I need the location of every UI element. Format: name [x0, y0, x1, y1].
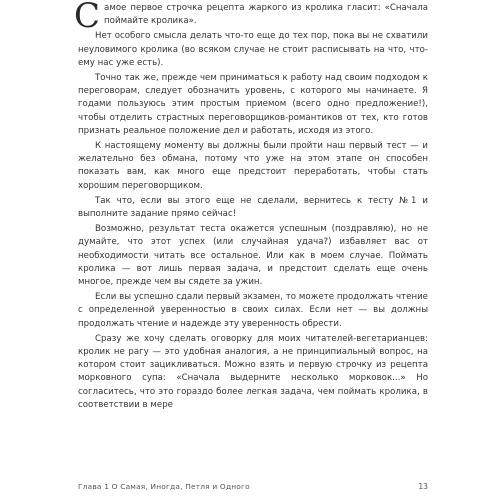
paragraph-6: Возможно, результат теста окажется успешным (поздравляю), но не думайте, что этот успех (или случайная удача?) избавляет вас от необходимости читать все остальное. Или как в моем случае. Поймать кролика — вот лишь первая задача, и предстоит сделать еще очень многое, прежде чем вы сядете за ужин.: [78, 224, 428, 288]
paragraph-7: Если вы успешно сдали первый экзамен, то можете продолжать чтение с определенной уверенностью в своих силах. Если нет — вы должны продолжать чтение и надежде эту уверенность обрести.: [78, 292, 428, 329]
paragraph-2: Нет особого смысла делать что-то еще до тех пор, пока вы не схватили неуловимого кролика (во всяком случае не стоит расписывать на что, что-ему нас уже есть).: [78, 31, 428, 68]
paragraph-5: Так что, если вы этого еще не сделали, вернитесь к тесту №1 и выполните задание прямо сейчас!: [78, 195, 428, 220]
drop-cap: С: [74, 0, 101, 36]
paragraph-1: [74, 0, 428, 36]
body-text: [74, 0, 428, 414]
paragraph-1-text: амое первое строчка рецепта жаркого из кролика гласит: «Сначала поймайте кролика».: [104, 3, 428, 27]
paragraph-8: Сразу же хочу сделать оговорку для моих читателей-вегетарианцев: кролик не рагу — это удобная аналогия, а не принципиальный вопрос, на котором стоит зацикливаться. Можно взять и первую строчку из рецепта морковного супа: «Сначала выдерните несколько морковок...» Но согласитесь, что это гораздо более легкая задача, чем поймать кролика, в соответствии в мере: [78, 333, 428, 410]
running-footer-section: Глава 1 О Самая, Иногда, Петля и Одного: [78, 482, 250, 491]
paragraph-3: Точно так же, прежде чем приниматься к работу над своим подходом к переговорам, следует обозначить уровень, с которого мы начинаете. Я годами пользуюсь этим простым приемом (всего одно предложение!), чтобы отделить страстных переговорщиков-романтиков от тех, кто готов признать реальное положение дел и работать, исходя из этого.: [78, 73, 428, 136]
page-number: 13: [418, 482, 428, 491]
paragraph-4: К настоящему моменту вы должны были пройти наш первый тест — и желательно без обмана, потому что уже на этом этапе он способен показать вам, как много еще предстоит переработать, чтобы стать хорошим переговорщиком.: [78, 141, 428, 191]
